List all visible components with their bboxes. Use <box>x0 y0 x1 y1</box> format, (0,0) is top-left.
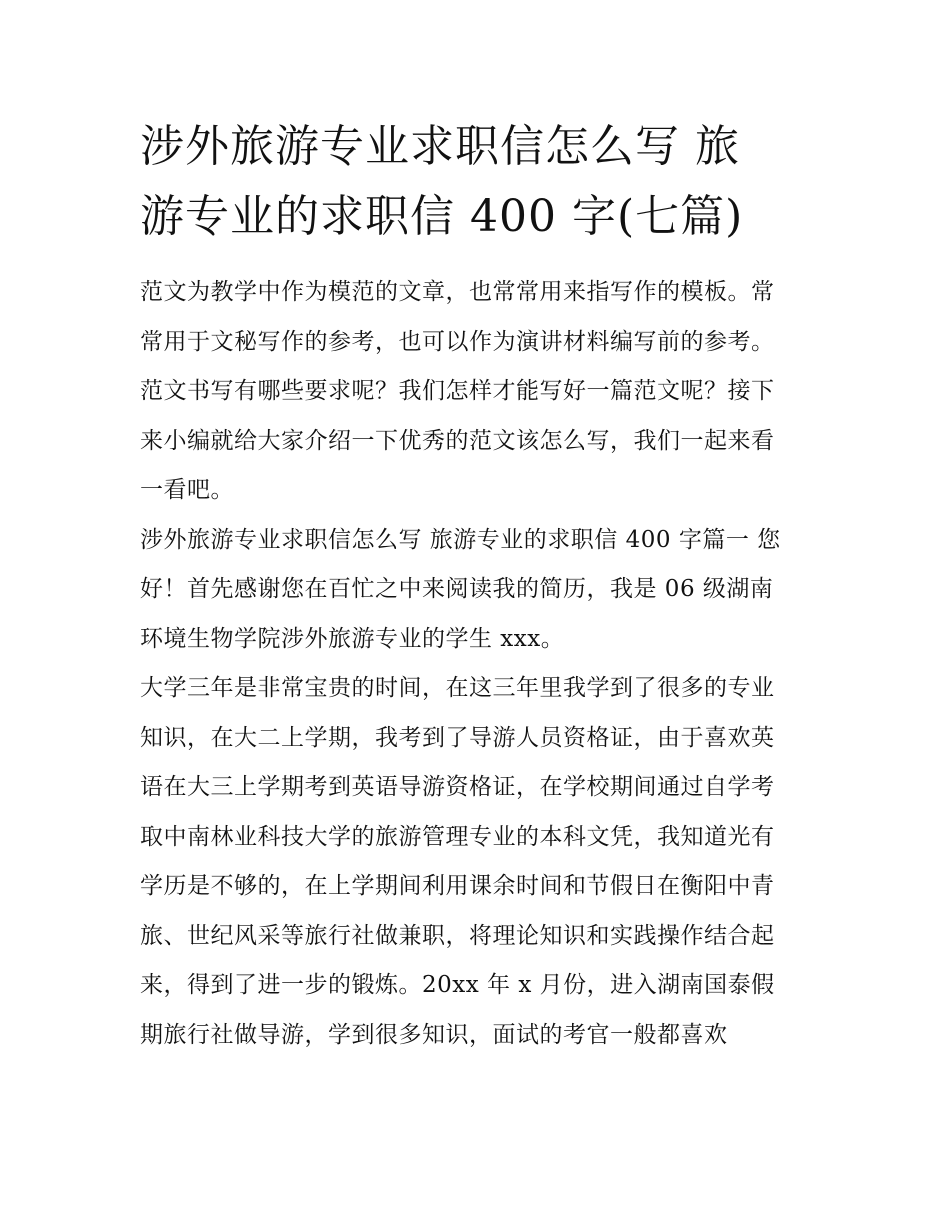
body-line: 范文书写有哪些要求呢？我们怎样才能写好一篇范文呢？接下 <box>140 378 775 404</box>
document-page <box>140 112 812 1060</box>
body-line: 涉外旅游专业求职信怎么写 旅游专业的求职信 400 字篇一 您 <box>140 526 781 553</box>
body-line: 取中南林业科技大学的旅游管理专业的本科文凭，我知道光有 <box>140 823 775 850</box>
body-line: 常用于文秘写作的参考，也可以作为演讲材料编写前的参考。 <box>140 328 775 355</box>
document-title <box>140 112 812 252</box>
body-line: 环境生物学院涉外旅游专业的学生 xxx。 <box>140 625 565 652</box>
body-line: 大学三年是非常宝贵的时间，在这三年里我学到了很多的专业 <box>140 675 775 701</box>
body-line: 知识，在大二上学期，我考到了导游人员资格证，由于喜欢英 <box>140 724 775 751</box>
body-line: 来小编就给大家介绍一下优秀的范文该怎么写，我们一起来看 <box>140 427 775 454</box>
body-line: 一看吧。 <box>140 477 234 503</box>
body-line: 期旅行社做导游，学到很多知识，面试的考官一般都喜欢 <box>140 1021 728 1048</box>
title-line-2: 游专业的求职信 400 字(七篇) <box>140 191 744 242</box>
title-line-1: 涉外旅游专业求职信怎么写 旅 <box>140 121 740 172</box>
body-line: 好！首先感谢您在百忙之中来阅读我的简历，我是 06 级湖南 <box>140 576 774 602</box>
body-line: 范文为教学中作为模范的文章，也常常用来指写作的模板。常 <box>140 279 775 305</box>
body-line: 旅、世纪风采等旅行社做兼职，将理论知识和实践操作结合起 <box>140 922 775 949</box>
document-body <box>140 268 812 1060</box>
body-line: 学历是不够的，在上学期间利用课余时间和节假日在衡阳中青 <box>140 873 775 899</box>
body-line: 语在大三上学期考到英语导游资格证，在学校期间通过自学考 <box>140 774 775 800</box>
body-line: 来，得到了进一步的锻炼。20xx 年 x 月份，进入湖南国泰假 <box>140 972 775 998</box>
